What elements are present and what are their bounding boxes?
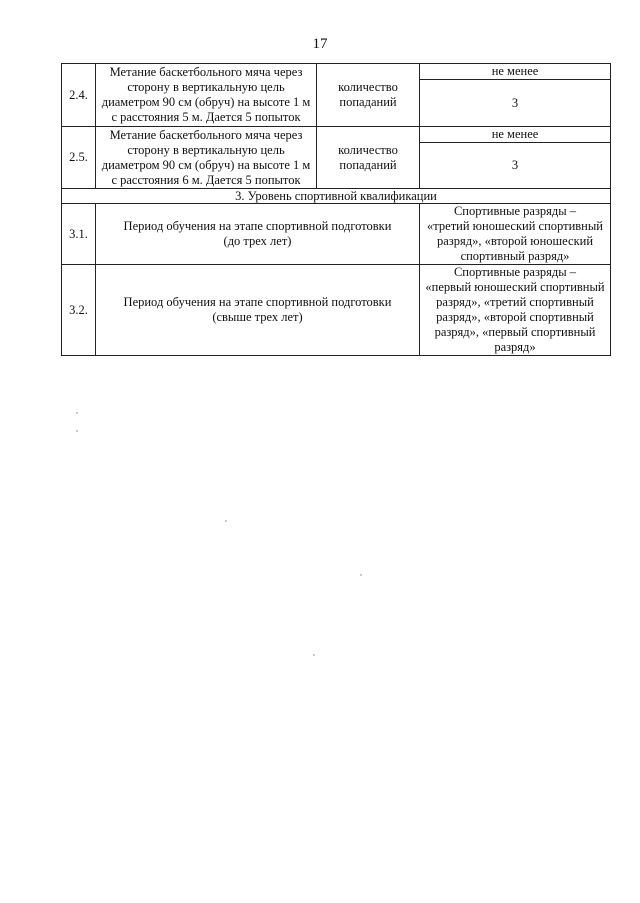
period-name: Период обучения на этапе спортивной подготовки (до трех лет) (96, 204, 420, 265)
section-title: 3. Уровень спортивной квалификации (62, 189, 611, 204)
unit-cell: количество попаданий (317, 127, 420, 189)
table-row (62, 64, 611, 80)
scan-speck (225, 520, 227, 522)
row-number: 2.5. (62, 127, 96, 189)
table-row (62, 265, 611, 356)
qualification-cell: Спортивные разряды – «третий юношеский спортивный разряд», «второй юношеский спортивный разряд» (420, 204, 611, 265)
row-number: 3.1. (62, 204, 96, 265)
table-row (62, 127, 611, 143)
exercise-name: Метание баскетбольного мяча через сторону в вертикальную цель диаметром 90 см (обруч) на высоте 1 м с расстояния 5 м. Дается 5 попыток (96, 64, 317, 127)
scan-speck (76, 430, 78, 432)
unit-cell: количество попаданий (317, 64, 420, 127)
scan-speck (76, 412, 78, 414)
row-number: 3.2. (62, 265, 96, 356)
value-header: не менее (420, 64, 611, 80)
period-name: Период обучения на этапе спортивной подготовки (свыше трех лет) (96, 265, 420, 356)
section-row (62, 189, 611, 204)
qualification-cell: Спортивные разряды – «первый юношеский спортивный разряд», «третий спортивный разряд», «второй спортивный разряд», «первый спортивный разряд» (420, 265, 611, 356)
page-number: 17 (312, 36, 328, 52)
value-cell: 3 (420, 80, 611, 127)
value-header: не менее (420, 127, 611, 143)
scan-speck (360, 574, 362, 576)
exercise-name: Метание баскетбольного мяча через сторону в вертикальную цель диаметром 90 см (обруч) на высоте 1 м с расстояния 6 м. Дается 5 попыток (96, 127, 317, 189)
value-cell: 3 (420, 143, 611, 189)
table-row (62, 204, 611, 265)
norms-table (61, 63, 611, 356)
scan-speck (313, 654, 315, 656)
row-number: 2.4. (62, 64, 96, 127)
